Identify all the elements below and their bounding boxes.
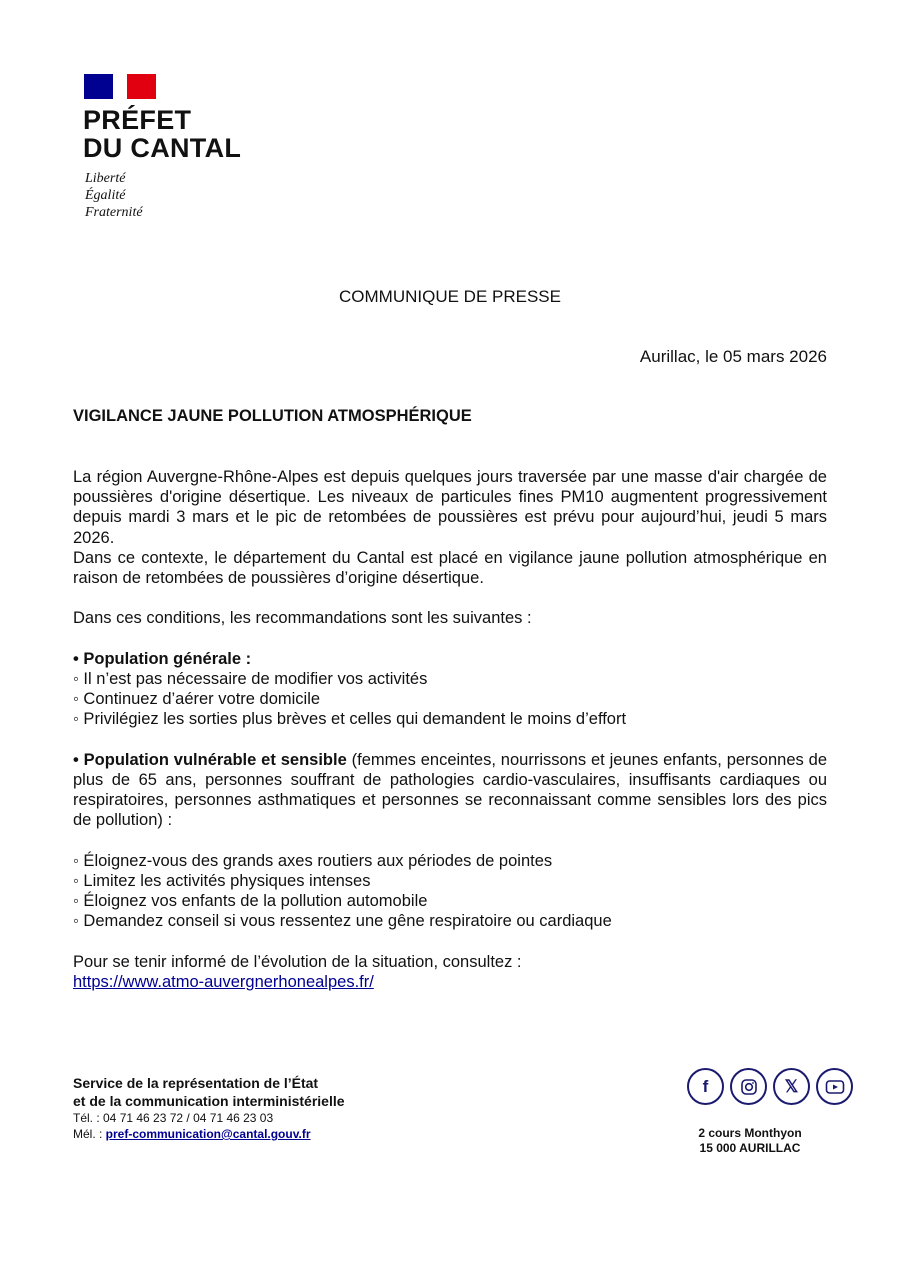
list-item: ◦ Continuez d’aérer votre domicile: [73, 690, 321, 709]
address-line-2: 15 000 AURILLAC: [699, 1141, 801, 1155]
general-population-title: • Population générale :: [73, 649, 252, 668]
mail-link[interactable]: pref-communication@cantal.gouv.fr: [105, 1127, 311, 1141]
service-name-line-1: Service de la représentation de l’État: [73, 1075, 319, 1091]
list-item: ◦ Éloignez vos enfants de la pollution automobile: [73, 892, 428, 911]
instagram-icon[interactable]: [730, 1068, 767, 1105]
logo-line-2: DU CANTAL: [83, 133, 242, 163]
youtube-icon[interactable]: [816, 1068, 853, 1105]
motto-egalite: Égalité: [85, 188, 126, 203]
motto-fraternite: Fraternité: [85, 205, 143, 220]
list-item: ◦ Il n’est pas nécessaire de modifier vos activités: [73, 670, 428, 688]
document-type: COMMUNIQUE DE PRESSE: [339, 287, 561, 306]
footer-contact: [73, 1074, 345, 1142]
list-item: ◦ Privilégiez les sorties plus brèves et celles qui demandent le moins d’effort: [73, 710, 627, 729]
vulnerable-population-paragraph: [73, 750, 827, 831]
prefecture-address: [670, 1126, 830, 1156]
social-links: [687, 1068, 853, 1105]
vulnerable-population-title: • Population vulnérable et sensible: [73, 750, 347, 769]
intro-paragraph: La région Auvergne-Rhône-Alpes est depuis quelques jours traversée par une masse d'air chargée de poussières d'origine désertique. Les niveaux de particules fines PM10 augmentent progressivement depuis mardi 3 mars et le pic de retombées de poussières est prévu pour aujourd’hui, jeudi 5 mars 2026.: [73, 468, 827, 547]
republic-motto: [85, 170, 143, 221]
mail-label: Mél. :: [73, 1127, 106, 1141]
service-name-line-2: et de la communication interministérielle: [73, 1093, 345, 1109]
context-paragraph: Dans ce contexte, le département du Cantal est placé en vigilance jaune pollution atmosphérique en raison de retombées de poussières d’origine désertique.: [73, 548, 827, 588]
document-date: Aurillac, le 05 mars 2026: [639, 347, 827, 366]
document-heading: VIGILANCE JAUNE POLLUTION ATMOSPHÉRIQUE: [73, 407, 472, 425]
conditions-paragraph: Dans ces conditions, les recommandations sont les suivantes :: [73, 609, 532, 628]
prefecture-logo-title: [83, 106, 241, 162]
facebook-icon[interactable]: f: [687, 1068, 724, 1105]
address-line-1: 2 cours Monthyon: [698, 1126, 802, 1140]
list-item: ◦ Limitez les activités physiques intenses: [73, 872, 371, 890]
x-icon[interactable]: 𝕏: [773, 1068, 810, 1105]
vulnerable-population-detail: (femmes enceintes, nourrissons et jeunes enfants, personnes de plus de 65 ans, personnes souffrant de pathologies cardio-vasculaires, insuffisants cardiaques ou respiratoires, personnes asthmatiques et personnes se reconnaissant comme sensibles lors des pics de pollution) :: [73, 750, 827, 830]
phone-numbers: Tél. : 04 71 46 23 72 / 04 71 46 23 03: [73, 1111, 274, 1125]
motto-liberte: Liberté: [85, 171, 126, 186]
list-item: ◦ Demandez conseil si vous ressentez une gêne respiratoire ou cardiaque: [73, 912, 612, 931]
list-item: ◦ Éloignez-vous des grands axes routiers aux périodes de pointes: [73, 851, 553, 870]
logo-line-1: PRÉFET: [83, 105, 192, 135]
marianne-flag-logo: [84, 74, 156, 99]
document-body: [73, 467, 827, 992]
info-text: Pour se tenir informé de l’évolution de la situation, consultez :: [73, 952, 522, 971]
atmo-link[interactable]: https://www.atmo-auvergnerhonealpes.fr/: [73, 973, 374, 991]
